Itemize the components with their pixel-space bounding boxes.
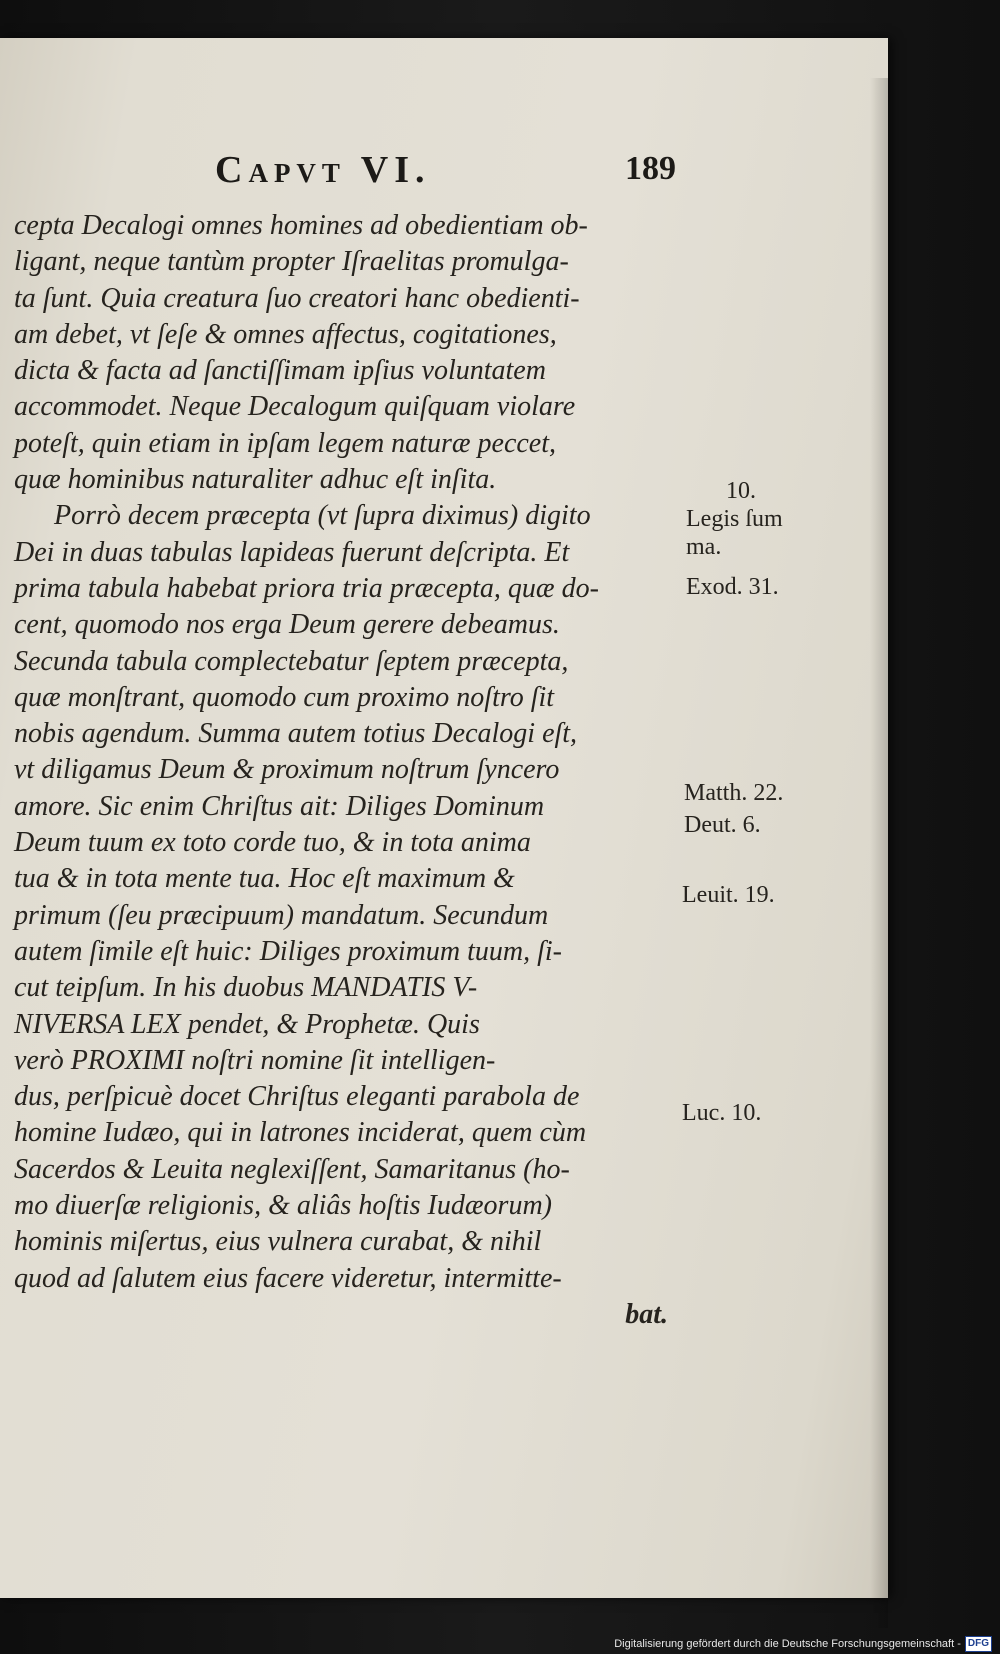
- text-line: NIVERSA LEX pendet, & Prophetæ. Quis: [14, 1008, 480, 1040]
- text-line: Sacerdos & Leuita neglexiſſent, Samaritanus (ho-: [14, 1153, 570, 1185]
- margin-note-matth: Matth. 22.: [684, 780, 784, 806]
- page-edge-shadow: [870, 78, 888, 1628]
- margin-note-luc: Luc. 10.: [682, 1100, 762, 1126]
- text-line: cut teipſum. In his duobus MANDATIS V-: [14, 972, 478, 1004]
- text-line: Porrò decem præcepta (vt ſupra diximus) digito: [54, 500, 591, 532]
- text-line: am debet, vt ſeſe & omnes affectus, cogitationes,: [14, 318, 557, 350]
- page-number: 189: [625, 150, 676, 187]
- text-line: poteſt, quin etiam in ipſam legem naturæ peccet,: [14, 427, 557, 459]
- text-line: ta ſunt. Quia creatura ſuo creatori hanc obedienti-: [14, 282, 580, 314]
- running-head: [0, 148, 888, 198]
- margin-note-legis: Legis ſum: [686, 506, 783, 532]
- dfg-logo: DFG: [965, 1636, 992, 1652]
- text-line: cent, quomodo nos erga Deum gerere debeamus.: [14, 609, 560, 641]
- text-line: accommodet. Neque Decalogum quiſquam violare: [14, 391, 576, 423]
- margin-note-legis-cont: ma.: [686, 534, 722, 560]
- margin-note-exod: Exod. 31.: [686, 574, 779, 600]
- text-line: prima tabula habebat priora tria præcepta, quæ do-: [14, 572, 599, 604]
- text-line: primum (ſeu præcipuum) mandatum. Secundum: [14, 899, 549, 931]
- text-line: cepta Decalogi omnes homines ad obedientiam ob-: [14, 210, 588, 241]
- text-line: hominis miſertus, eius vulnera curabat, & nihil: [14, 1226, 542, 1258]
- text-line: homine Iudæo, qui in latrones inciderat, quem cùm: [14, 1117, 587, 1149]
- text-line: vt diligamus Deum & proximum noſtrum ſyncero: [14, 754, 560, 786]
- margin-note-leuit: Leuit. 19.: [682, 882, 775, 908]
- main-text-block: [14, 208, 674, 1333]
- text-line: dus, perſpicuè docet Chriſtus eleganti parabola de: [14, 1081, 580, 1113]
- digitization-credit: [614, 1636, 992, 1652]
- credit-text: Digitalisierung gefördert durch die Deutsche Forschungsgemeinschaft -: [614, 1638, 961, 1650]
- text-line: dicta & facta ad ſanctiſſimam ipſius voluntatem: [14, 355, 546, 387]
- text-line: mo diuerſæ religionis, & aliâs hoſtis Iudæorum): [14, 1190, 552, 1222]
- text-line: quod ad ſalutem eius facere videretur, intermitte-: [14, 1262, 562, 1294]
- margin-note-number: 10.: [726, 478, 756, 504]
- text-line: quæ hominibus naturaliter adhuc eſt inſita.: [14, 464, 497, 496]
- text-line: Dei in duas tabulas lapideas fuerunt deſcripta. Et: [14, 536, 570, 568]
- margin-note-deut: Deut. 6.: [684, 812, 761, 838]
- chapter-heading: Capvt VI.: [215, 149, 431, 191]
- text-line: quæ monſtrant, quomodo cum proximo noſtro ſit: [14, 681, 555, 713]
- text-line: autem ſimile eſt huic: Diliges proximum tuum, ſi-: [14, 935, 562, 967]
- text-line: amore. Sic enim Chriſtus ait: Diliges Dominum: [14, 790, 545, 822]
- text-line: Secunda tabula complectebatur ſeptem præcepta,: [14, 645, 569, 677]
- book-page: [0, 38, 888, 1598]
- text-line: nobis agendum. Summa autem totius Decalogi eſt,: [14, 718, 578, 750]
- catchword: bat.: [625, 1298, 668, 1330]
- text-line: verò PROXIMI noſtri nomine ſit intelligen-: [14, 1044, 496, 1076]
- text-line: tua & in tota mente tua. Hoc eſt maximum &: [14, 863, 515, 895]
- text-line: ligant, neque tantùm propter Iſraelitas promulga-: [14, 246, 569, 278]
- text-line: Deum tuum ex toto corde tuo, & in tota anima: [14, 827, 531, 859]
